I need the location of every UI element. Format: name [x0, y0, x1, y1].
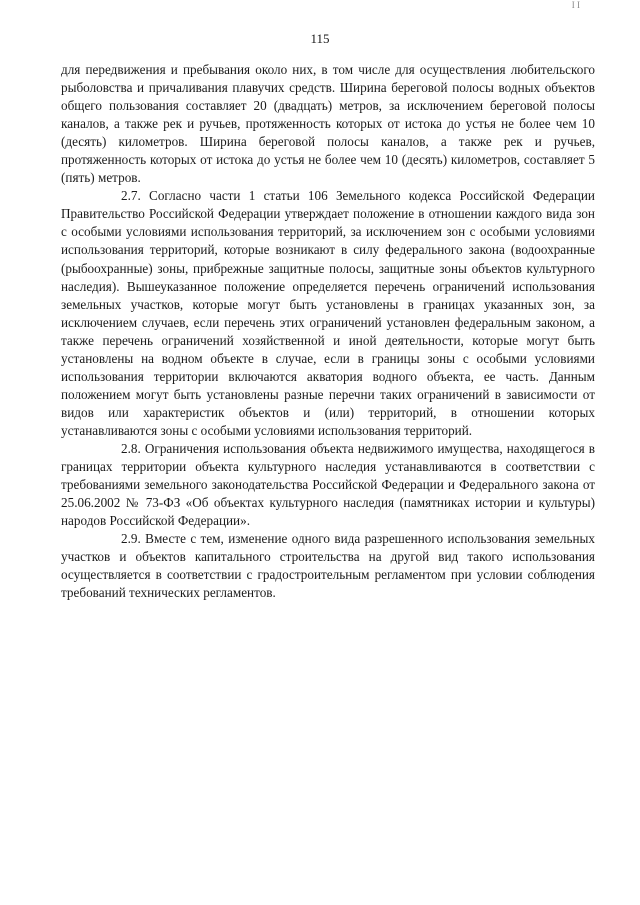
paragraph-2-9: 2.9. Вместе с тем, изменение одного вида разрешенного использования земельных участков и объектов капитального строительства на другой вид такого использования осуществляется в соответствии с градостроительным регламентом при условии соблюдения требований технических регламентов.	[61, 531, 595, 601]
paragraph-2-7: 2.7. Согласно части 1 статьи 106 Земельного кодекса Российской Федерации Правительство Российской Федерации утверждает положение в отношении каждого вида зон с особыми условиями использования территорий, за исключением зон с особыми условиями использования территорий, которые возникают в силу федерального закона (водоохранные (рыбоохранные) зоны, прибрежные защитные полосы, защитные зоны объектов культурного наследия). Вышеуказанное положение определяется перечень ограничений использования земельных участков, которые могут быть установлены в границах указанных зон, за исключением случаев, если перечень этих ограничений установлен федеральным законом, а также перечень ограничений хозяйственной и иной деятельности, которые могут быть установлены на водном объекте в случае, если в границы зоны с особыми условиями использования территории включаются акватория водного объекта, ее часть. Данным положением могут быть установлены разные перечни таких ограничений в зависимости от видов или характеристик объектов и (или) территорий, в отношении которых устанавливаются зоны с особыми условиями использования территорий.	[61, 188, 595, 438]
page-number: 115	[310, 31, 330, 46]
paragraph-2-8: 2.8. Ограничения использования объекта недвижимого имущества, находящегося в границах территории объекта культурного наследия устанавливаются в соответствии с требованиями земельного законодательства Российской Федерации и Федерального закона от 25.06.2002 № 73-ФЗ «Об объектах культурного наследия (памятниках истории и культуры) народов Российской Федерации».	[61, 440, 595, 529]
corner-mark: I I	[571, 0, 580, 10]
document-body	[61, 61, 595, 602]
paragraph-continuation: для передвижения и пребывания около них, в том числе для осуществления любительского рыболовства и причаливания плавучих средств. Ширина береговой полосы водных объектов общего пользования составляет 20 (двадцать) метров, за исключением береговой полосы каналов, а также рек и ручьев, протяженность которых от истока до устья не более чем 10 (десять) километров. Ширина береговой полосы каналов, а также рек и ручьев, протяженность которых от истока до устья не более чем 10 (десять) километров, составляет 5 (пять) метров.	[61, 62, 595, 186]
